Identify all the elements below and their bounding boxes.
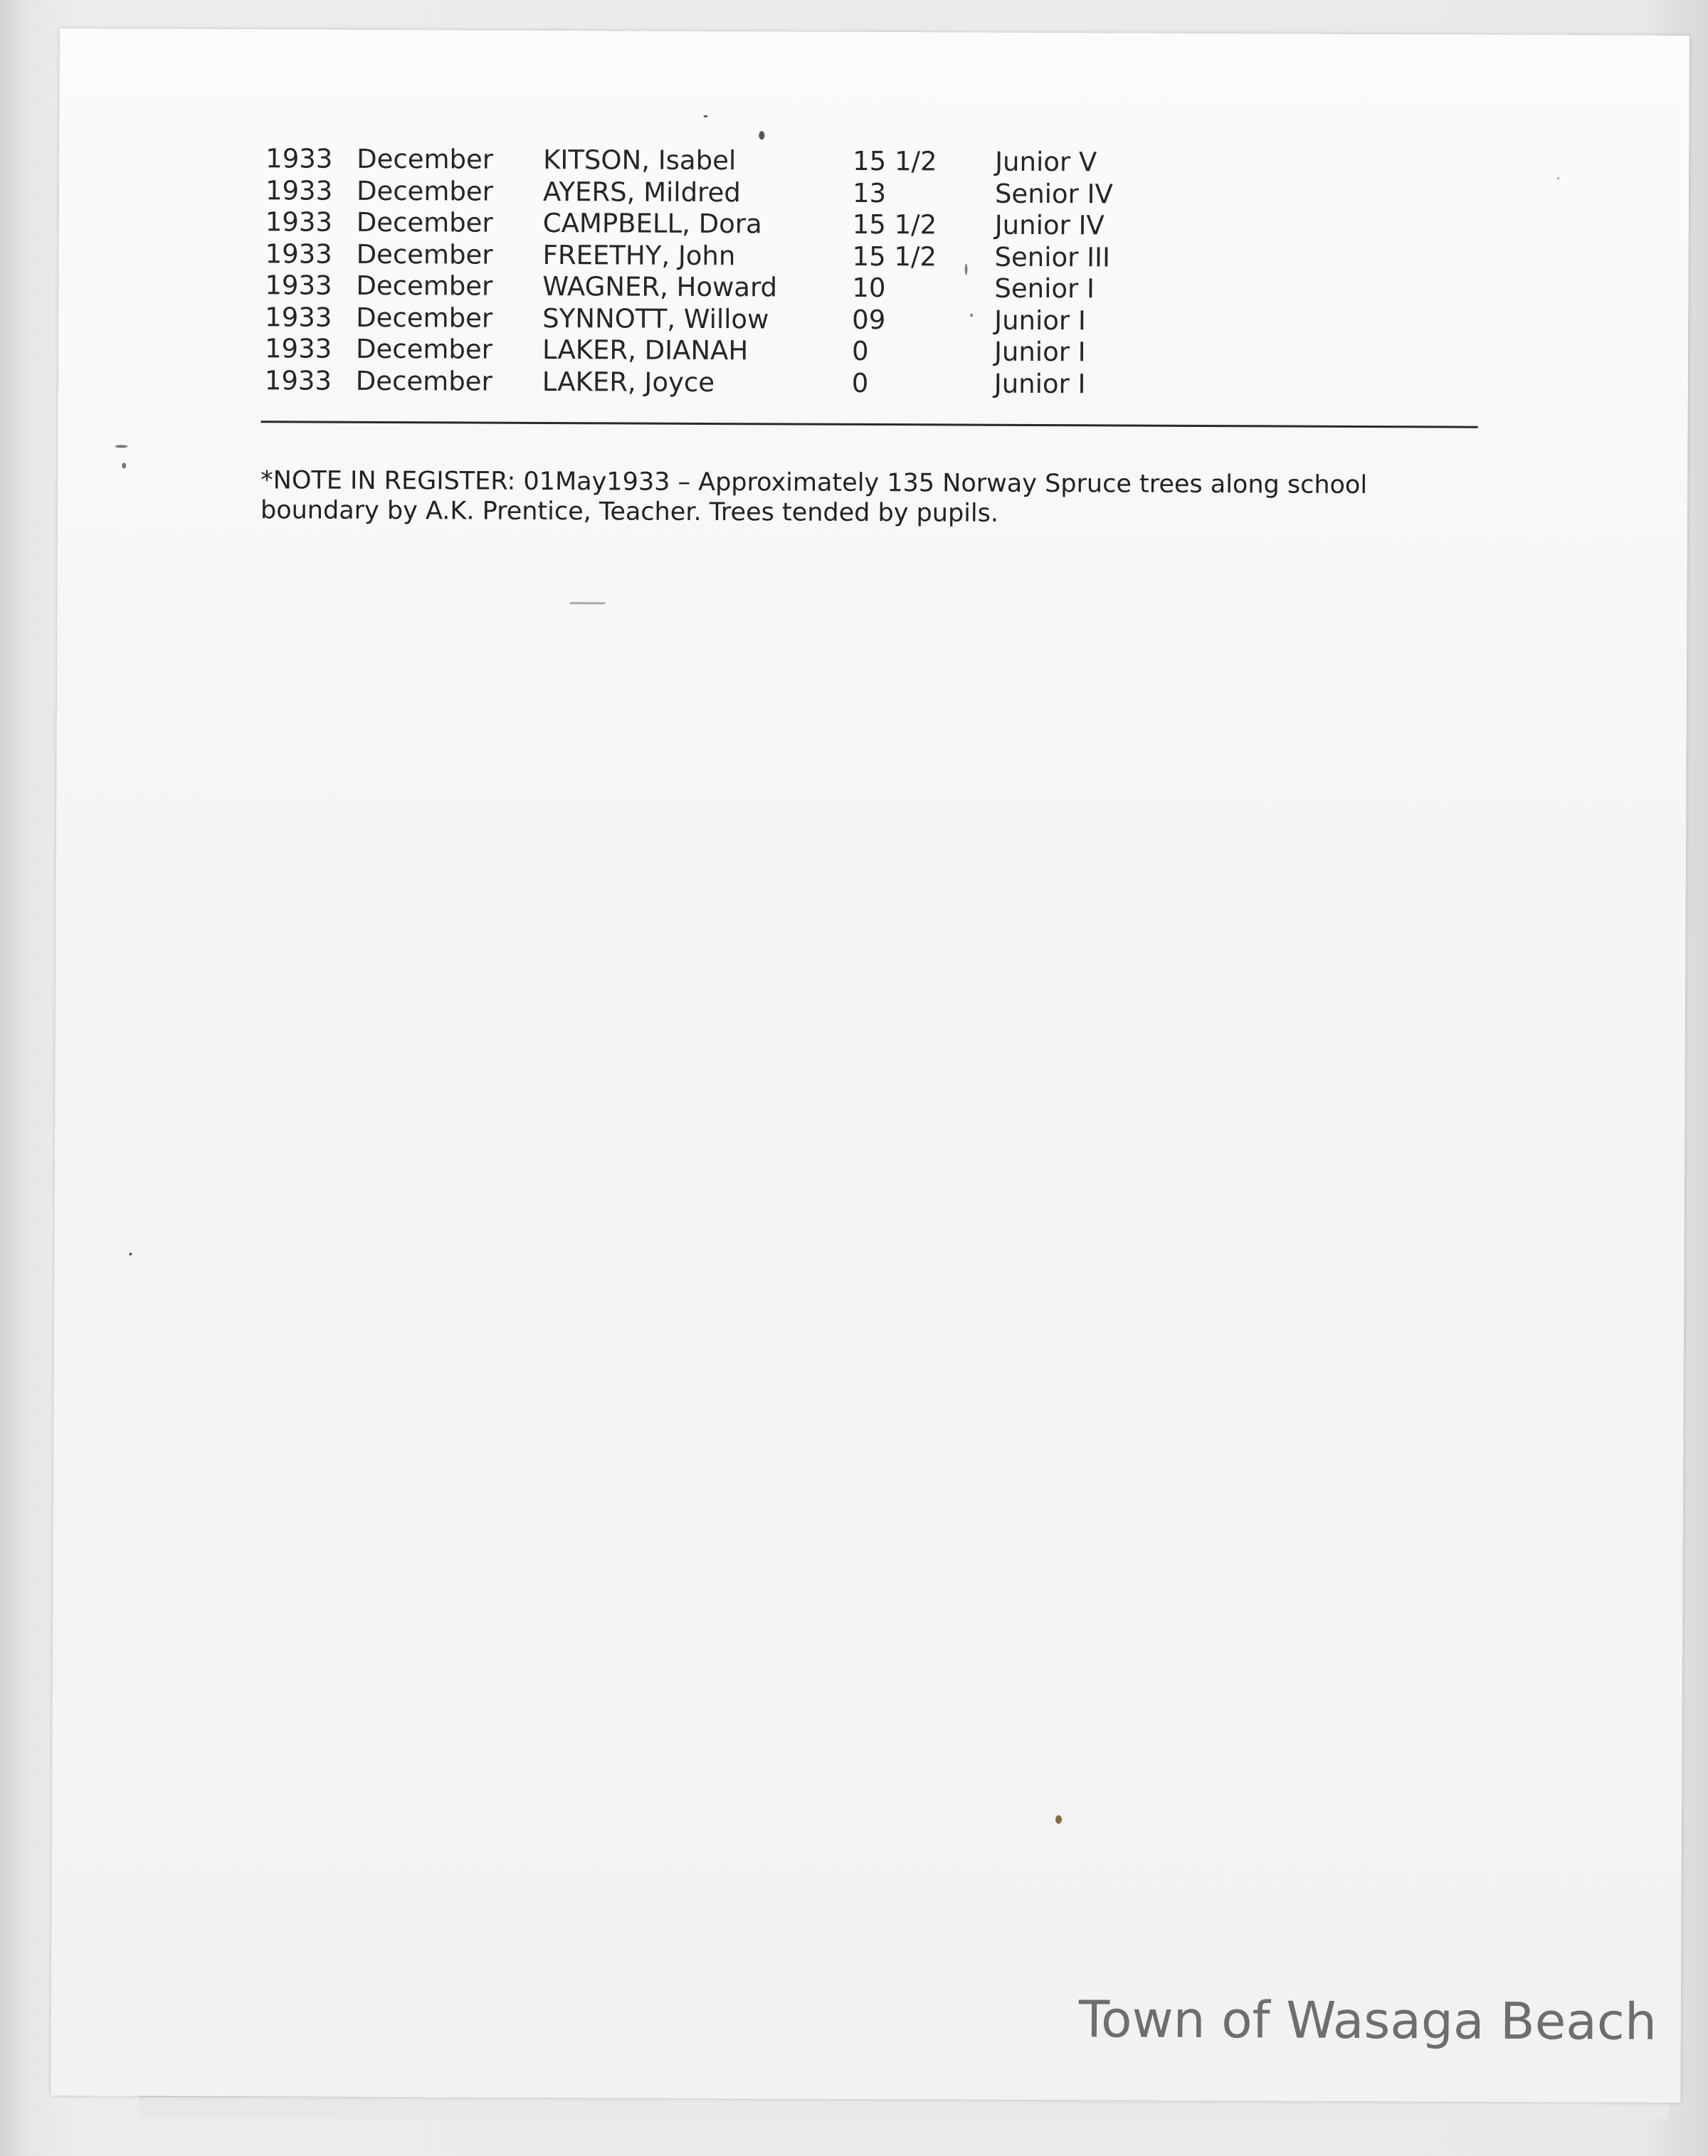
name-cell: WAGNER, Howard <box>542 270 778 303</box>
name-cell: AYERS, Mildred <box>542 176 741 208</box>
table-row <box>265 143 1532 180</box>
table-row <box>265 206 1532 243</box>
name-cell: FREETHY, John <box>542 239 736 271</box>
name-cell: LAKER, DIANAH <box>542 334 749 366</box>
scan-speck <box>122 463 126 468</box>
age-cell: 10 <box>852 272 886 304</box>
scan-speck <box>1557 177 1559 179</box>
grade-cell: Junior IV <box>994 209 1105 241</box>
scan-speck <box>129 1252 132 1255</box>
table-row <box>265 270 1532 307</box>
month-cell: December <box>356 206 493 238</box>
age-cell: 0 <box>851 367 869 398</box>
name-cell: LAKER, Joyce <box>542 366 715 398</box>
scan-speck <box>115 445 127 448</box>
document-page <box>51 28 1689 2103</box>
year-cell: 1933 <box>265 206 333 238</box>
grade-cell: Junior I <box>993 336 1086 368</box>
register-note: *NOTE IN REGISTER: 01May1933 – Approximately 135 Norway Spruce trees along school boundary by A.K. Prentice, Teacher. Trees tended by pupils. <box>260 466 1368 528</box>
month-cell: December <box>357 143 494 175</box>
footer-brand: Town of Wasaga Beach <box>1078 1989 1657 2051</box>
age-cell: 15 1/2 <box>852 208 937 241</box>
grade-cell: Junior I <box>994 305 1086 336</box>
name-cell: KITSON, Isabel <box>543 144 737 176</box>
name-cell: SYNNOTT, Willow <box>542 302 769 334</box>
scan-speck <box>703 115 707 117</box>
year-cell: 1933 <box>265 174 333 206</box>
year-cell: 1933 <box>265 238 332 270</box>
year-cell: 1933 <box>265 143 333 174</box>
age-cell: 09 <box>852 304 886 335</box>
month-cell: December <box>356 302 493 334</box>
table-row <box>265 333 1532 370</box>
age-cell: 0 <box>851 335 869 366</box>
month-cell: December <box>355 333 493 365</box>
register-table <box>265 143 1533 402</box>
age-cell: 15 1/2 <box>853 145 937 177</box>
scan-speck <box>759 131 764 139</box>
table-row <box>265 175 1532 212</box>
grade-cell: Junior V <box>995 146 1097 178</box>
name-cell: CAMPBELL, Dora <box>542 207 762 240</box>
month-cell: December <box>356 238 493 270</box>
grade-cell: Senior I <box>994 273 1095 305</box>
scan-speck <box>1055 1815 1062 1824</box>
grade-cell: Junior I <box>993 368 1086 399</box>
table-row <box>265 238 1532 275</box>
age-cell: 15 1/2 <box>852 241 937 272</box>
grade-cell: Senior IV <box>994 178 1113 209</box>
table-row <box>265 302 1532 339</box>
grade-cell: Senior III <box>994 241 1111 273</box>
scan-speck <box>569 602 605 604</box>
month-cell: December <box>355 365 492 397</box>
year-cell: 1933 <box>265 301 332 333</box>
table-divider <box>261 421 1478 428</box>
age-cell: 13 <box>852 177 887 208</box>
scan-speck <box>970 314 973 317</box>
month-cell: December <box>356 270 493 302</box>
year-cell: 1933 <box>264 364 332 396</box>
year-cell: 1933 <box>265 270 332 301</box>
year-cell: 1933 <box>264 333 332 364</box>
table-row <box>265 365 1532 402</box>
month-cell: December <box>356 175 493 207</box>
